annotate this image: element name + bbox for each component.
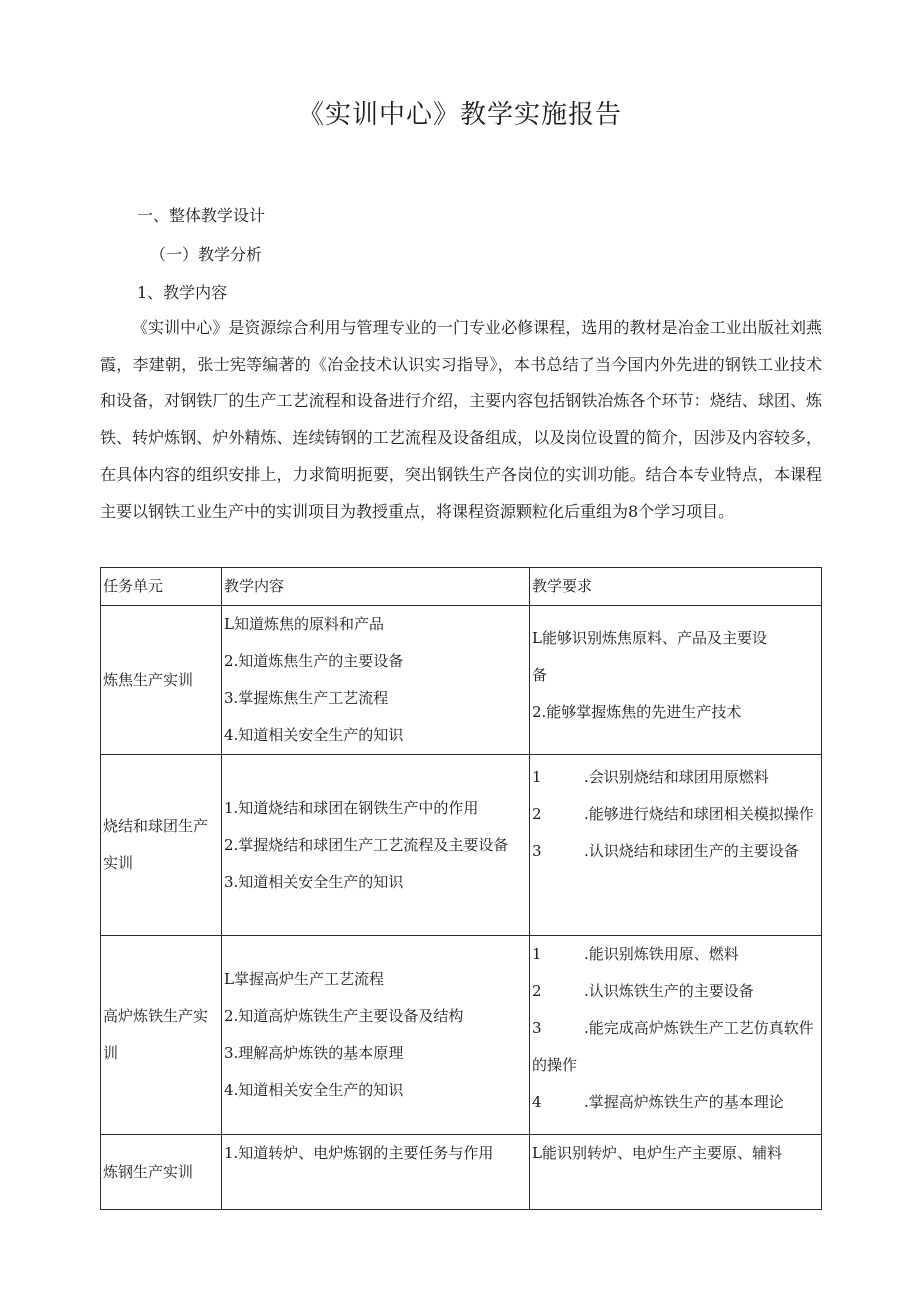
unit-cell: 炼焦生产实训: [101, 606, 222, 755]
table-row: [101, 1135, 822, 1210]
requirement-number: 1: [532, 945, 542, 963]
requirement-item: [532, 759, 819, 796]
requirement-number: 2: [532, 805, 542, 823]
subsubsection-heading: 1、教学内容: [137, 283, 228, 302]
content-item: 2.掌握烧结和球团生产工艺流程及主要设备: [224, 835, 509, 854]
table-row: [101, 755, 822, 936]
requirement-text: .能够进行烧结和球团相关模拟操作: [584, 805, 814, 823]
content-cell: [222, 755, 530, 936]
content-item: 3.知道相关安全生产的知识: [224, 872, 404, 891]
content-cell: [222, 1135, 530, 1210]
content-item: 1.知道烧结和球团在钢铁生产中的作用: [224, 798, 479, 817]
requirement-text: .认识炼铁生产的主要设备: [584, 982, 754, 1000]
subsection-heading: （一）教学分析: [150, 245, 263, 264]
requirement-item: [532, 1010, 819, 1084]
content-paragraph: 《实训中心》是资源综合利用与管理专业的一门专业必修课程，选用的教材是冶金工业出版社刘燕霞，李建朝，张士宪等编著的《冶金技术认识实习指导》，本书总结了当今国内外先进的钢铁工业技术和设备，对钢铁厂的生产工艺流程和设备进行介绍，主要内容包括钢铁冶炼各个环节：烧结、球团、炼铁、转炉炼钢、炉外精炼、连续铸钢的工艺流程及设备组成，以及岗位设置的简介，因涉及内容较多，在具体内容的组织安排上，力求简明扼要，突出钢铁生产各岗位的实训功能。结合本专业特点，本课程主要以钢铁工业生产中的实训项目为教授重点，将课程资源颗粒化后重组为8个学习项目。: [100, 318, 822, 521]
requirement-item: 2.能够掌握炼焦的先进生产技术: [532, 703, 742, 721]
requirement-item: [532, 833, 819, 870]
unit-cell: 炼钢生产实训: [101, 1135, 222, 1210]
unit-cell: 烧结和球团生产实训: [101, 755, 222, 936]
requirement-text: .认识烧结和球团生产的主要设备: [584, 842, 799, 860]
content-item: 3.理解高炉炼铁的基本原理: [224, 1044, 404, 1062]
table-header-row: [101, 568, 822, 606]
header-content: 教学内容: [222, 568, 530, 606]
requirement-number: 3: [532, 842, 542, 860]
requirement-item: [532, 973, 819, 1010]
teaching-table: [100, 567, 822, 1210]
requirement-item: L能识别转炉、电炉生产主要原、辅料: [532, 1144, 782, 1162]
table-row: [101, 606, 822, 755]
requirement-cell: [530, 936, 822, 1135]
content-item: 4.知道相关安全生产的知识: [224, 1081, 404, 1099]
requirement-text: .能完成高炉炼铁生产工艺仿真软件的操作: [532, 1019, 814, 1074]
requirement-item: [532, 1084, 819, 1121]
content-item: L掌握高炉生产工艺流程: [224, 970, 384, 988]
unit-cell: 高炉炼铁生产实训: [101, 936, 222, 1135]
requirement-item: [532, 936, 819, 973]
requirement-text: .会识别烧结和球团用原燃料: [584, 768, 769, 786]
content-item: 2.知道高炉炼铁生产主要设备及结构: [224, 1007, 464, 1025]
table-row: [101, 936, 822, 1135]
content-item: L知道炼焦的原料和产品: [224, 615, 384, 633]
content-item: 4.知道相关安全生产的知识: [224, 726, 404, 744]
requirement-number: 2: [532, 982, 542, 1000]
requirement-text: .掌握高炉炼铁生产的基本理论: [584, 1093, 784, 1111]
content-cell: [222, 936, 530, 1135]
requirement-number: 4: [532, 1093, 542, 1111]
requirement-item: [532, 796, 819, 833]
document-title: 《实训中心》教学实施报告: [297, 100, 622, 130]
requirement-item: L能够识别炼焦原料、产品及主要设备: [532, 629, 767, 684]
section-heading: 一、整体教学设计: [137, 206, 266, 225]
content-item: 1.知道转炉、电炉炼钢的主要任务与作用: [224, 1144, 494, 1162]
requirement-number: 1: [532, 768, 542, 786]
requirement-cell: [530, 755, 822, 936]
content-item: 3.掌握炼焦生产工艺流程: [224, 689, 389, 707]
requirement-cell: [530, 606, 822, 755]
content-cell: [222, 606, 530, 755]
header-requirement: 教学要求: [530, 568, 822, 606]
requirement-cell: [530, 1135, 822, 1210]
requirement-text: .能识别炼铁用原、燃料: [584, 945, 739, 963]
header-unit: 任务单元: [101, 568, 222, 606]
content-item: 2.知道炼焦生产的主要设备: [224, 652, 404, 670]
requirement-number: 3: [532, 1019, 542, 1037]
